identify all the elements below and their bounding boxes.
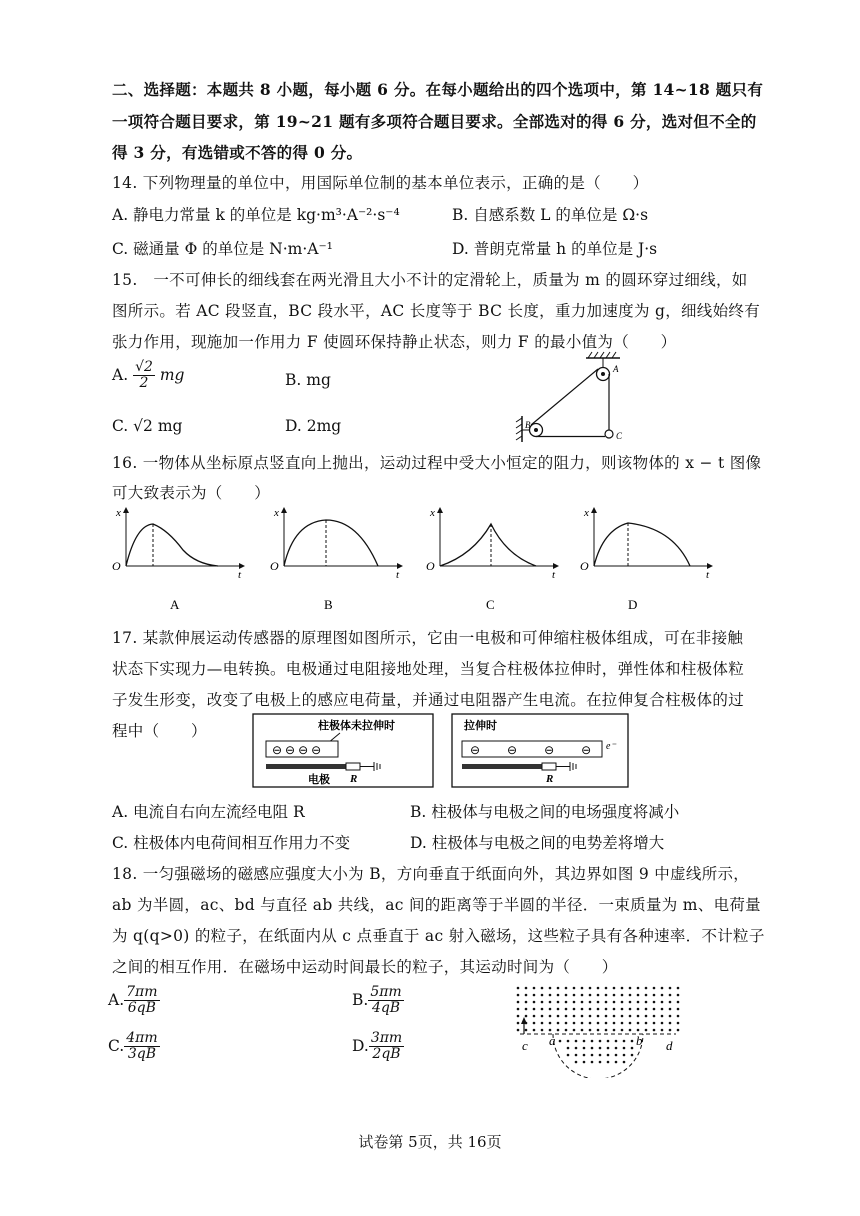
q18-line2: ab 为半圆，ac、bd 与直径 ab 共线，ac 间的距离等于半圆的半径．一束质量为 m、电荷量	[112, 896, 761, 914]
field-dot	[599, 1040, 602, 1043]
q18-option-d	[352, 1031, 404, 1063]
q16-a-axis-x: x	[116, 507, 121, 519]
q15-pulley-figure	[512, 350, 632, 450]
field-dot	[573, 1015, 576, 1018]
section-heading-line3: 得 3 分，有选错或不答的得 0 分。	[112, 143, 363, 162]
q17-option-b: B. 柱极体与电极之间的电场强度将减小	[410, 803, 680, 821]
field-dot	[581, 1029, 584, 1032]
field-dot	[653, 1029, 656, 1032]
q16-line2: 可大致表示为（ ）	[112, 484, 271, 502]
q15-line2: 图所示。若 AC 段竖直，BC 段水平，AC 长度等于 BC 长度，重力加速度为 g，细线始终有	[112, 302, 760, 320]
field-dot	[653, 994, 656, 997]
field-dot	[645, 1022, 648, 1025]
q16-b-axis-x: x	[274, 507, 279, 519]
field-dot	[677, 994, 680, 997]
field-dot	[533, 994, 536, 997]
field-dot	[565, 1029, 568, 1032]
field-dot	[573, 987, 576, 990]
field-dot	[605, 994, 608, 997]
field-dot	[613, 994, 616, 997]
field-dot	[645, 994, 648, 997]
q18-point-b: b	[636, 1033, 643, 1048]
q14-stem: 14. 下列物理量的单位中，用国际单位制的基本单位表示，正确的是（ ）	[112, 174, 649, 192]
field-dot	[581, 994, 584, 997]
q16-label-c: C	[486, 597, 495, 612]
q18-line1: 18. 一匀强磁场的磁感应强度大小为 B，方向垂直于纸面向外，其边界如图 9 中虚线所示，	[112, 865, 750, 883]
field-dot	[629, 1008, 632, 1011]
field-dot	[607, 1061, 610, 1064]
field-dot	[541, 987, 544, 990]
page-footer: 试卷第 5页，共 16页	[358, 1133, 502, 1151]
field-dot	[613, 1029, 616, 1032]
field-dot	[669, 1029, 672, 1032]
field-dot	[517, 1008, 520, 1011]
field-dot	[575, 1054, 578, 1057]
q17-sensor-figure	[252, 713, 632, 789]
field-dot	[605, 1008, 608, 1011]
field-dot	[517, 994, 520, 997]
field-dot	[573, 1022, 576, 1025]
q15-fig-label-b: B	[525, 420, 531, 430]
field-dot	[541, 994, 544, 997]
q18-option-a	[108, 985, 160, 1017]
field-dot	[549, 1008, 552, 1011]
field-dot	[613, 1008, 616, 1011]
q18-option-d-label: D.	[352, 1036, 369, 1055]
q15-fig-label-a: A	[613, 364, 619, 374]
field-dot	[597, 1008, 600, 1011]
field-dot	[541, 1008, 544, 1011]
q16-label-b: B	[324, 597, 333, 612]
field-dot	[623, 1040, 626, 1043]
field-dot	[549, 994, 552, 997]
field-dot	[629, 1029, 632, 1032]
field-dot	[677, 1001, 680, 1004]
field-dot	[653, 1015, 656, 1018]
q18-option-c	[108, 1031, 160, 1063]
field-dot	[589, 1029, 592, 1032]
q15-option-a-fraction	[133, 360, 155, 392]
field-dot	[637, 1001, 640, 1004]
q14-option-b: B. 自感系数 L 的单位是 Ω·s	[452, 206, 649, 224]
field-dot	[581, 1015, 584, 1018]
field-dot	[557, 1015, 560, 1018]
q17-fig-electrode-label: 电极	[308, 774, 330, 786]
q14-option-a: A. 静电力常量 k 的单位是 kg·m³·A⁻²·s⁻⁴	[112, 206, 400, 224]
q14-option-d: D. 普朗克常量 h 的单位是 J·s	[452, 240, 658, 258]
q15-fig-label-c: C	[616, 431, 623, 441]
field-dot	[661, 1008, 664, 1011]
field-dot	[525, 1008, 528, 1011]
field-dot	[517, 1029, 520, 1032]
field-dot	[565, 1015, 568, 1018]
q17-line4: 程中（ ）	[112, 722, 207, 740]
q15-line1: 15. 一不可伸长的细线套在两光滑且大小不计的定滑轮上，质量为 m 的圆环穿过细线，如	[112, 271, 748, 289]
field-dot	[581, 1022, 584, 1025]
q15-option-a-numerator: √2	[135, 359, 153, 375]
q18-a-den: 6qB	[127, 1000, 156, 1017]
q15-option-a-suffix: mg	[159, 365, 185, 384]
section-heading-line2: 一项符合题目要求，第 19~21 题有多项符合题目要求。全部选对的得 6 分，选对但不全的	[112, 112, 757, 131]
field-dot	[517, 1001, 520, 1004]
field-dot	[557, 1001, 560, 1004]
q14-option-c: C. 磁通量 Φ 的单位是 N·m·A⁻¹	[112, 240, 333, 258]
field-dot	[541, 1029, 544, 1032]
q16-graphs	[108, 500, 728, 615]
field-dot	[621, 1001, 624, 1004]
field-dot	[591, 1047, 594, 1050]
field-dot	[589, 1001, 592, 1004]
field-dot	[591, 1061, 594, 1064]
field-dot	[583, 1061, 586, 1064]
field-dot	[631, 1040, 634, 1043]
q18-b-num: 5πm	[370, 984, 402, 1000]
field-dot	[599, 1061, 602, 1064]
q16-label-a: A	[170, 597, 180, 612]
field-dot	[621, 1008, 624, 1011]
field-dot	[653, 987, 656, 990]
field-dot	[549, 1001, 552, 1004]
q18-c-num: 4πm	[126, 1030, 158, 1046]
field-dot	[605, 1022, 608, 1025]
field-dot	[661, 987, 664, 990]
field-dot	[607, 1054, 610, 1057]
field-dot	[533, 987, 536, 990]
q16-c-axis-t: t	[552, 569, 556, 581]
field-dot	[605, 1029, 608, 1032]
field-dot	[615, 1054, 618, 1057]
field-dot	[581, 1001, 584, 1004]
field-dot	[533, 1022, 536, 1025]
field-dot	[677, 1008, 680, 1011]
field-dot	[605, 1015, 608, 1018]
field-dot	[573, 1029, 576, 1032]
field-dot	[605, 1001, 608, 1004]
field-dot	[591, 1040, 594, 1043]
field-dot	[525, 1015, 528, 1018]
q17-line3: 子发生形变，改变了电极上的感应电荷量，并通过电阻器产生电流。在拉伸复合柱极体的过	[112, 691, 745, 709]
field-dot	[575, 1047, 578, 1050]
field-dot	[533, 1029, 536, 1032]
q16-d-axis-t: t	[706, 569, 710, 581]
field-dot	[589, 987, 592, 990]
field-dot	[677, 1029, 680, 1032]
field-dot	[637, 987, 640, 990]
field-dot	[631, 1047, 634, 1050]
field-dot	[573, 1001, 576, 1004]
field-dot	[597, 987, 600, 990]
field-dot	[565, 1001, 568, 1004]
field-dot	[597, 1022, 600, 1025]
q17-line2: 状态下实现力—电转换。电极通过电阻接地处理，当复合柱极体拉伸时，弹性体和柱极体粒	[112, 660, 745, 678]
field-dot	[661, 1015, 664, 1018]
field-dot	[637, 1008, 640, 1011]
field-dot	[613, 987, 616, 990]
field-dot	[533, 1001, 536, 1004]
q18-point-d: d	[666, 1038, 673, 1053]
q16-graph-c	[426, 507, 558, 581]
field-dot	[623, 1061, 626, 1064]
field-dot	[557, 1022, 560, 1025]
field-dot	[517, 987, 520, 990]
field-dot	[631, 1054, 634, 1057]
field-dot	[653, 1008, 656, 1011]
q17-line1: 17. 某款伸展运动传感器的原理图如图所示，它由一电极和可伸缩柱极体组成，可在非接触	[112, 629, 744, 647]
q15-option-d: D. 2mg	[285, 417, 342, 435]
field-dot	[591, 1054, 594, 1057]
field-dot	[645, 1008, 648, 1011]
q18-d-den: 2qB	[372, 1046, 401, 1063]
field-dot	[661, 1001, 664, 1004]
field-dot	[615, 1047, 618, 1050]
field-dot	[653, 1001, 656, 1004]
field-dot	[637, 1022, 640, 1025]
q17-fig-left-title: 柱极体未拉伸时	[318, 720, 395, 732]
field-dot	[549, 1015, 552, 1018]
field-dot	[517, 1022, 520, 1025]
ring-c-icon	[605, 430, 613, 438]
q16-d-axis-x: x	[584, 507, 589, 519]
field-dot	[567, 1047, 570, 1050]
q17-fig-r-left: R	[350, 773, 358, 785]
field-dot	[583, 1040, 586, 1043]
q17-fig-r-right: R	[546, 773, 554, 785]
field-dot	[517, 1015, 520, 1018]
field-dot	[605, 987, 608, 990]
field-dot	[669, 994, 672, 997]
q16-c-origin: O	[426, 559, 435, 573]
q16-label-d: D	[628, 597, 638, 612]
field-dot	[541, 1015, 544, 1018]
field-dot	[629, 1001, 632, 1004]
field-dot	[575, 1040, 578, 1043]
field-dot	[525, 1029, 528, 1032]
q15-option-b: B. mg	[285, 371, 331, 389]
field-dot	[621, 987, 624, 990]
q17-option-c: C. 柱极体内电荷间相互作用力不变	[112, 834, 351, 852]
field-dot	[629, 994, 632, 997]
q16-a-axis-t: t	[238, 569, 242, 581]
field-dot	[525, 987, 528, 990]
q16-line1: 16. 一物体从坐标原点竖直向上抛出，运动过程中受大小恒定的阻力，则该物体的 x − t 图像	[112, 454, 762, 472]
q18-option-b	[352, 985, 404, 1017]
field-dot	[621, 1022, 624, 1025]
field-dot	[677, 1022, 680, 1025]
field-dot	[581, 1008, 584, 1011]
field-dot	[565, 994, 568, 997]
q15-line3: 张力作用，现施加一作用力 F 使圆环保持静止状态，则力 F 的最小值为（ ）	[112, 333, 677, 351]
field-dot	[541, 1022, 544, 1025]
field-dot	[567, 1054, 570, 1057]
field-dot	[549, 1029, 552, 1032]
field-dot	[575, 1061, 578, 1064]
field-dot	[599, 1047, 602, 1050]
section-heading-line1: 二、选择题：本题共 8 小题，每小题 6 分。在每小题给出的四个选项中，第 14~18 题只有	[112, 80, 764, 99]
field-dot	[597, 1001, 600, 1004]
field-dot	[597, 1015, 600, 1018]
field-dot	[669, 987, 672, 990]
q15-option-a-denominator: 2	[139, 375, 149, 392]
field-dot	[597, 994, 600, 997]
q15-option-a-label: A.	[112, 365, 129, 384]
field-dot	[677, 1015, 680, 1018]
field-dot	[621, 1029, 624, 1032]
field-dot	[573, 994, 576, 997]
field-dot	[615, 1061, 618, 1064]
q17-option-a: A. 电流自右向左流经电阻 R	[112, 803, 305, 821]
field-dot	[607, 1040, 610, 1043]
field-dot	[559, 1040, 562, 1043]
field-dot	[677, 987, 680, 990]
field-dot	[597, 1029, 600, 1032]
q16-d-origin: O	[580, 559, 589, 573]
q15-option-c: C. √2 mg	[112, 417, 183, 435]
q16-a-origin: O	[112, 559, 121, 573]
field-dot	[645, 987, 648, 990]
q18-magnetic-field-figure	[508, 982, 688, 1078]
field-dot	[549, 987, 552, 990]
q18-point-a: a	[549, 1033, 556, 1048]
q18-line4: 之间的相互作用．在磁场中运动时间最长的粒子，其运动时间为（ ）	[112, 958, 618, 976]
q18-d-num: 3πm	[370, 1030, 403, 1046]
field-dot	[645, 1015, 648, 1018]
q16-b-origin: O	[270, 559, 279, 573]
field-dot	[637, 1029, 640, 1032]
q18-a-num: 7πm	[126, 984, 158, 1000]
q15-option-a	[112, 360, 184, 392]
q18-option-c-label: C.	[108, 1036, 125, 1055]
field-dot	[557, 994, 560, 997]
field-dot	[583, 1054, 586, 1057]
q17-option-d: D. 柱极体与电极之间的电势差将增大	[410, 834, 665, 852]
q17-fig-right-title: 拉伸时	[464, 720, 497, 732]
field-dot	[623, 1047, 626, 1050]
field-dot	[557, 1029, 560, 1032]
q17-left-charges: ⊖ ⊖ ⊖ ⊖	[272, 743, 322, 757]
q16-graph-b	[270, 507, 402, 581]
field-dot	[623, 1054, 626, 1057]
field-dot	[613, 1022, 616, 1025]
field-dot	[533, 1008, 536, 1011]
field-dot	[525, 1001, 528, 1004]
field-dot	[589, 1015, 592, 1018]
field-dot	[661, 994, 664, 997]
field-dot	[607, 1047, 610, 1050]
field-dot	[549, 1022, 552, 1025]
field-dot	[629, 987, 632, 990]
field-dot	[621, 1015, 624, 1018]
q18-line3: 为 q(q>0) 的粒子，在纸面内从 c 点垂直于 ac 射入磁场，这些粒子具有各种速率．不计粒子	[112, 927, 765, 945]
field-dot	[669, 1015, 672, 1018]
field-dot	[613, 1001, 616, 1004]
field-dot	[613, 1015, 616, 1018]
field-dot	[661, 1022, 664, 1025]
q16-graph-d	[580, 507, 712, 581]
field-dot	[653, 1022, 656, 1025]
field-dot	[589, 1008, 592, 1011]
field-dot	[645, 1001, 648, 1004]
field-dot	[565, 987, 568, 990]
field-dot	[637, 994, 640, 997]
field-dot	[645, 1029, 648, 1032]
q18-option-b-label: B.	[352, 990, 369, 1009]
q16-c-axis-x: x	[430, 507, 435, 519]
q16-graph-a	[112, 507, 244, 581]
q18-point-c: c	[522, 1038, 528, 1053]
field-dot	[557, 987, 560, 990]
field-dot	[567, 1040, 570, 1043]
field-dot	[533, 1015, 536, 1018]
field-dot	[669, 1001, 672, 1004]
field-dot	[557, 1008, 560, 1011]
q17-right-charges: ⊖ ⊖ ⊖ ⊖	[470, 743, 592, 757]
field-dot	[599, 1054, 602, 1057]
field-dot	[565, 1008, 568, 1011]
field-dot	[589, 994, 592, 997]
field-dot	[621, 994, 624, 997]
field-dot	[573, 1008, 576, 1011]
field-dot	[565, 1022, 568, 1025]
field-dot	[581, 987, 584, 990]
field-dot	[583, 1047, 586, 1050]
field-dot	[615, 1040, 618, 1043]
field-dot	[525, 994, 528, 997]
field-dot	[637, 1015, 640, 1018]
field-dot	[589, 1022, 592, 1025]
q18-c-den: 3qB	[127, 1046, 157, 1063]
field-dot	[669, 1008, 672, 1011]
q18-b-den: 4qB	[371, 1000, 401, 1017]
field-dot	[629, 1022, 632, 1025]
q18-option-a-label: A.	[108, 990, 125, 1009]
field-dot	[661, 1029, 664, 1032]
q16-b-axis-t: t	[396, 569, 400, 581]
field-dot	[629, 1015, 632, 1018]
q17-fig-electron: e⁻	[606, 741, 616, 752]
field-dot	[669, 1022, 672, 1025]
field-dot	[541, 1001, 544, 1004]
